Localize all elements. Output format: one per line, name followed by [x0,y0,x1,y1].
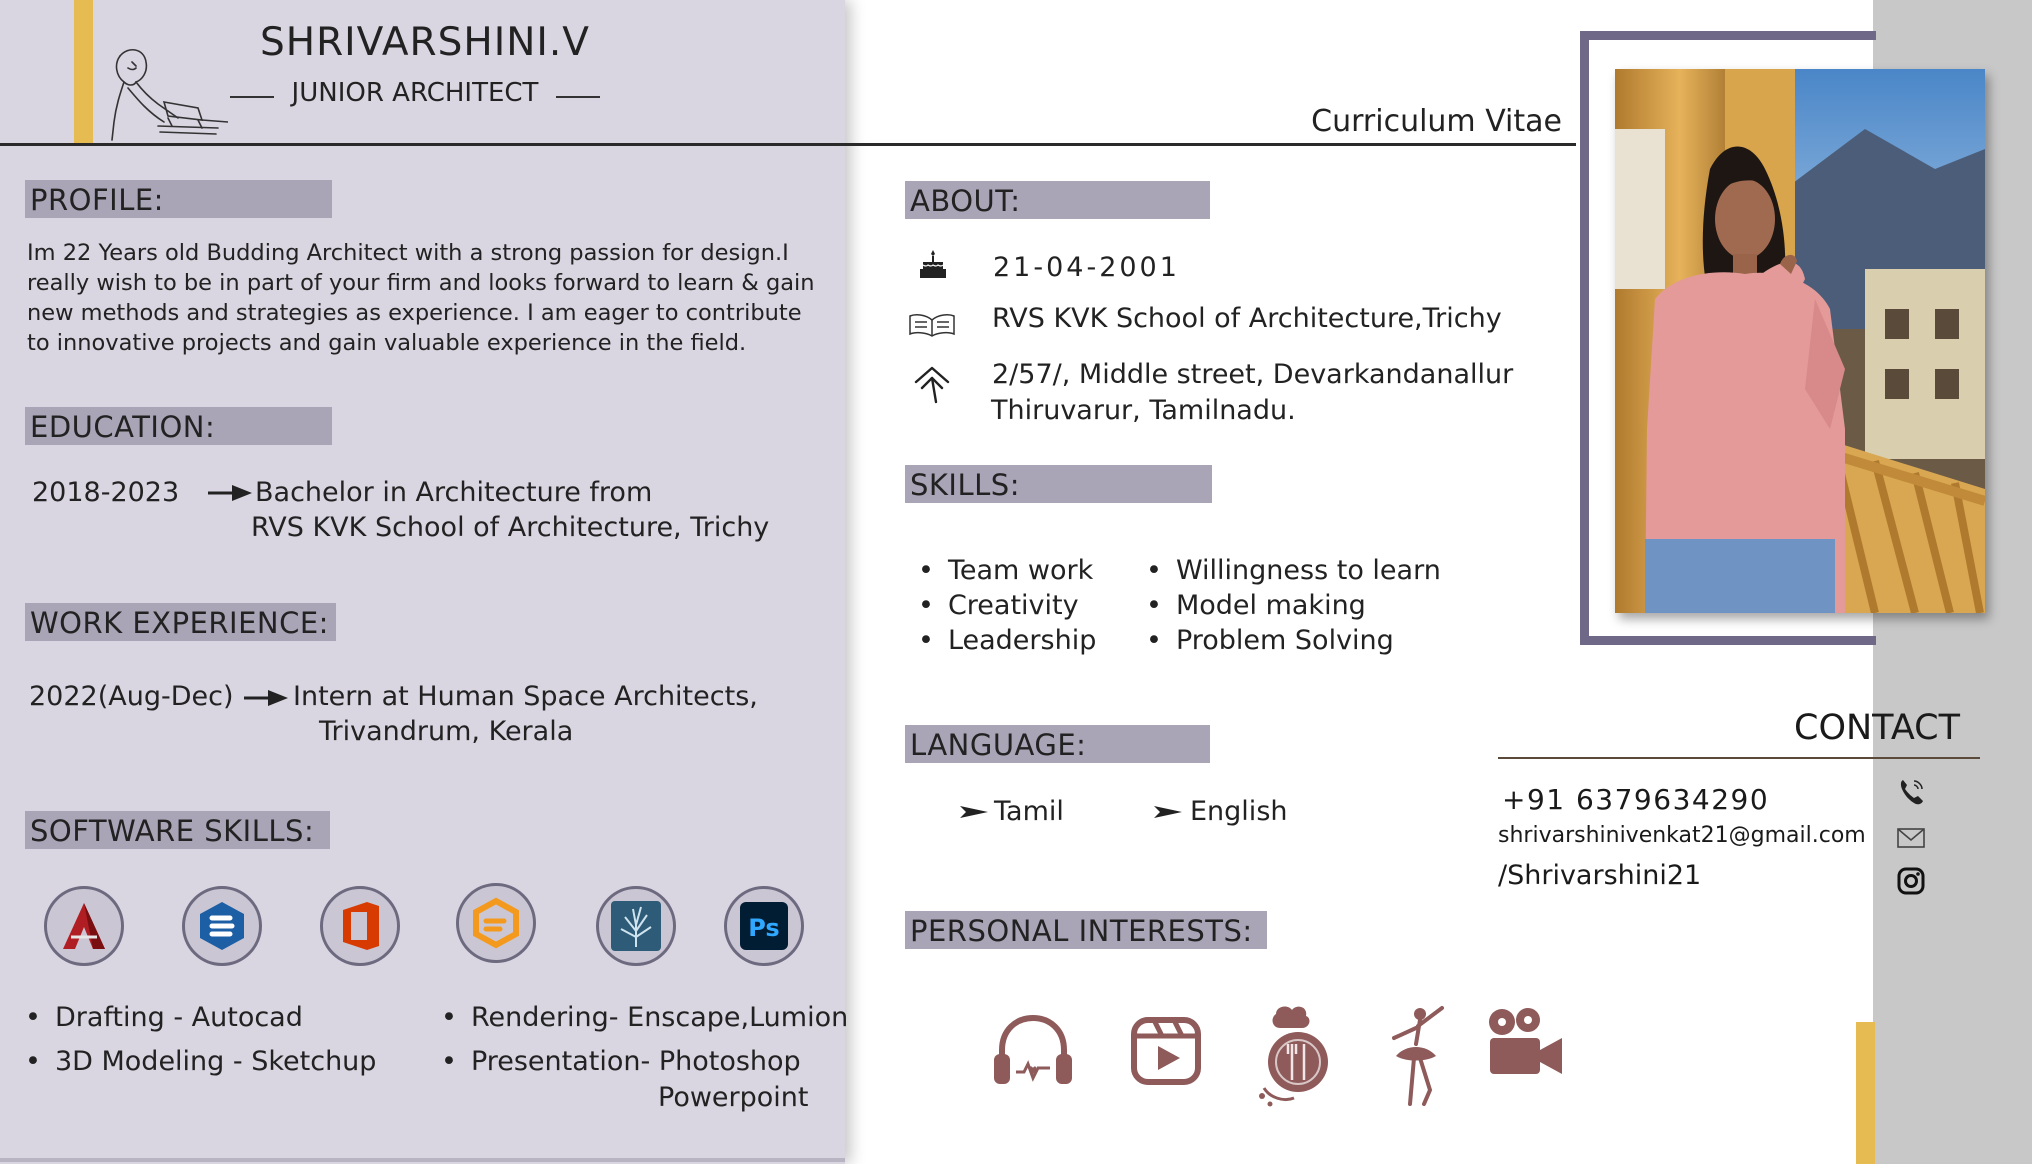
movie-camera-icon [1484,1006,1564,1078]
list-item: • Creativity [918,588,1096,623]
headphones-icon [990,1012,1076,1088]
arrow-right-icon [208,484,254,502]
skills-list-left [918,553,1096,658]
profile-text [27,238,857,358]
work-experience-heading: WORK EXPERIENCE: [25,603,336,641]
software-skills-heading: SOFTWARE SKILLS: [25,811,330,849]
cooking-icon [1254,1004,1340,1108]
software-skill-extra: Powerpoint [658,1082,809,1113]
contact-email[interactable]: shrivarshinivenkat21@gmail.com [1498,823,1866,848]
work-company: Intern at Human Space Architects, [293,681,758,712]
contact-divider [1498,757,1980,759]
photoshop-icon [724,886,804,966]
gold-accent-bar-bottom [1856,1022,1875,1164]
software-skills-list-left [25,1000,376,1079]
list-item: • 3D Modeling - Sketchup [25,1044,376,1079]
list-item: • Leadership [918,623,1096,658]
open-book-icon [907,312,957,338]
arrow-right-icon [1154,804,1184,820]
language-item: Tamil [994,796,1064,827]
profile-line: really wish to be in part of your firm and looks forward to learn & gain [27,270,815,296]
list-item: • Willingness to learn [1146,553,1441,588]
about-address-line2: Thiruvarur, Tamilnadu. [991,395,1296,426]
education-heading: EDUCATION: [25,407,332,445]
about-heading: ABOUT: [905,181,1210,219]
phone-icon [1896,777,1926,807]
work-period: 2022(Aug-Dec) [29,681,234,712]
contact-phone[interactable]: +91 6379634290 [1502,783,1770,816]
list-item: • Presentation- Photoshop [441,1044,848,1079]
list-item: • Rendering- Enscape,Lumion [441,1000,848,1035]
gold-accent-bar-top [74,0,93,144]
job-title: JUNIOR ARCHITECT [230,78,600,108]
contact-heading: CONTACT [1794,708,1960,748]
education-years: 2018-2023 [32,477,180,508]
arrow-right-icon [244,689,290,707]
profile-line: Im 22 Years old Budding Architect with a strong passion for design.I [27,240,789,266]
profile-line: to innovative projects and gain valuable experience in the field. [27,330,747,356]
home-roof-icon [912,364,952,404]
document-title: Curriculum Vitae [1311,104,1562,139]
list-item: • Team work [918,553,1096,588]
contact-instagram[interactable]: /Shrivarshini21 [1498,860,1702,891]
dancer-icon [1380,1004,1450,1108]
sketchup-icon [182,886,262,966]
profile-heading: PROFILE: [25,180,332,218]
arrow-right-icon [960,804,990,820]
lumion-icon [596,886,676,966]
education-degree: Bachelor in Architecture from [255,477,653,508]
left-panel [0,0,845,1164]
list-item: • Model making [1146,588,1441,623]
about-school: RVS KVK School of Architecture,Trichy [992,303,1502,334]
bottom-divider [0,1158,845,1162]
video-play-icon [1130,1016,1202,1086]
office-icon [320,886,400,966]
education-school: RVS KVK School of Architecture, Trichy [251,512,770,543]
autocad-icon [44,886,124,966]
personal-interests-heading: PERSONAL INTERESTS: [905,911,1267,949]
instagram-icon [1896,866,1926,896]
software-skills-list-right [441,1000,848,1079]
about-address-line1: 2/57/, Middle street, Devarkandanallur [992,359,1514,390]
language-heading: LANGUAGE: [905,725,1210,763]
skills-list-right [1146,553,1441,658]
enscape-icon [456,883,536,963]
header-divider [0,143,1576,146]
profile-photo [1615,69,1985,613]
language-item: English [1190,796,1288,827]
list-item: • Drafting - Autocad [25,1000,376,1035]
birthday-cake-icon [917,248,949,280]
architect-sketch-icon [98,42,228,142]
profile-line: new methods and strategies as experience. I am eager to contribute [27,300,802,326]
svg-text:Ps: Ps [748,914,780,942]
mail-icon [1896,823,1926,853]
candidate-name: SHRIVARSHINI.V [260,20,590,65]
about-dob: 21-04-2001 [993,252,1180,283]
list-item: • Problem Solving [1146,623,1441,658]
work-location: Trivandrum, Kerala [319,716,574,747]
skills-heading: SKILLS: [905,465,1212,503]
